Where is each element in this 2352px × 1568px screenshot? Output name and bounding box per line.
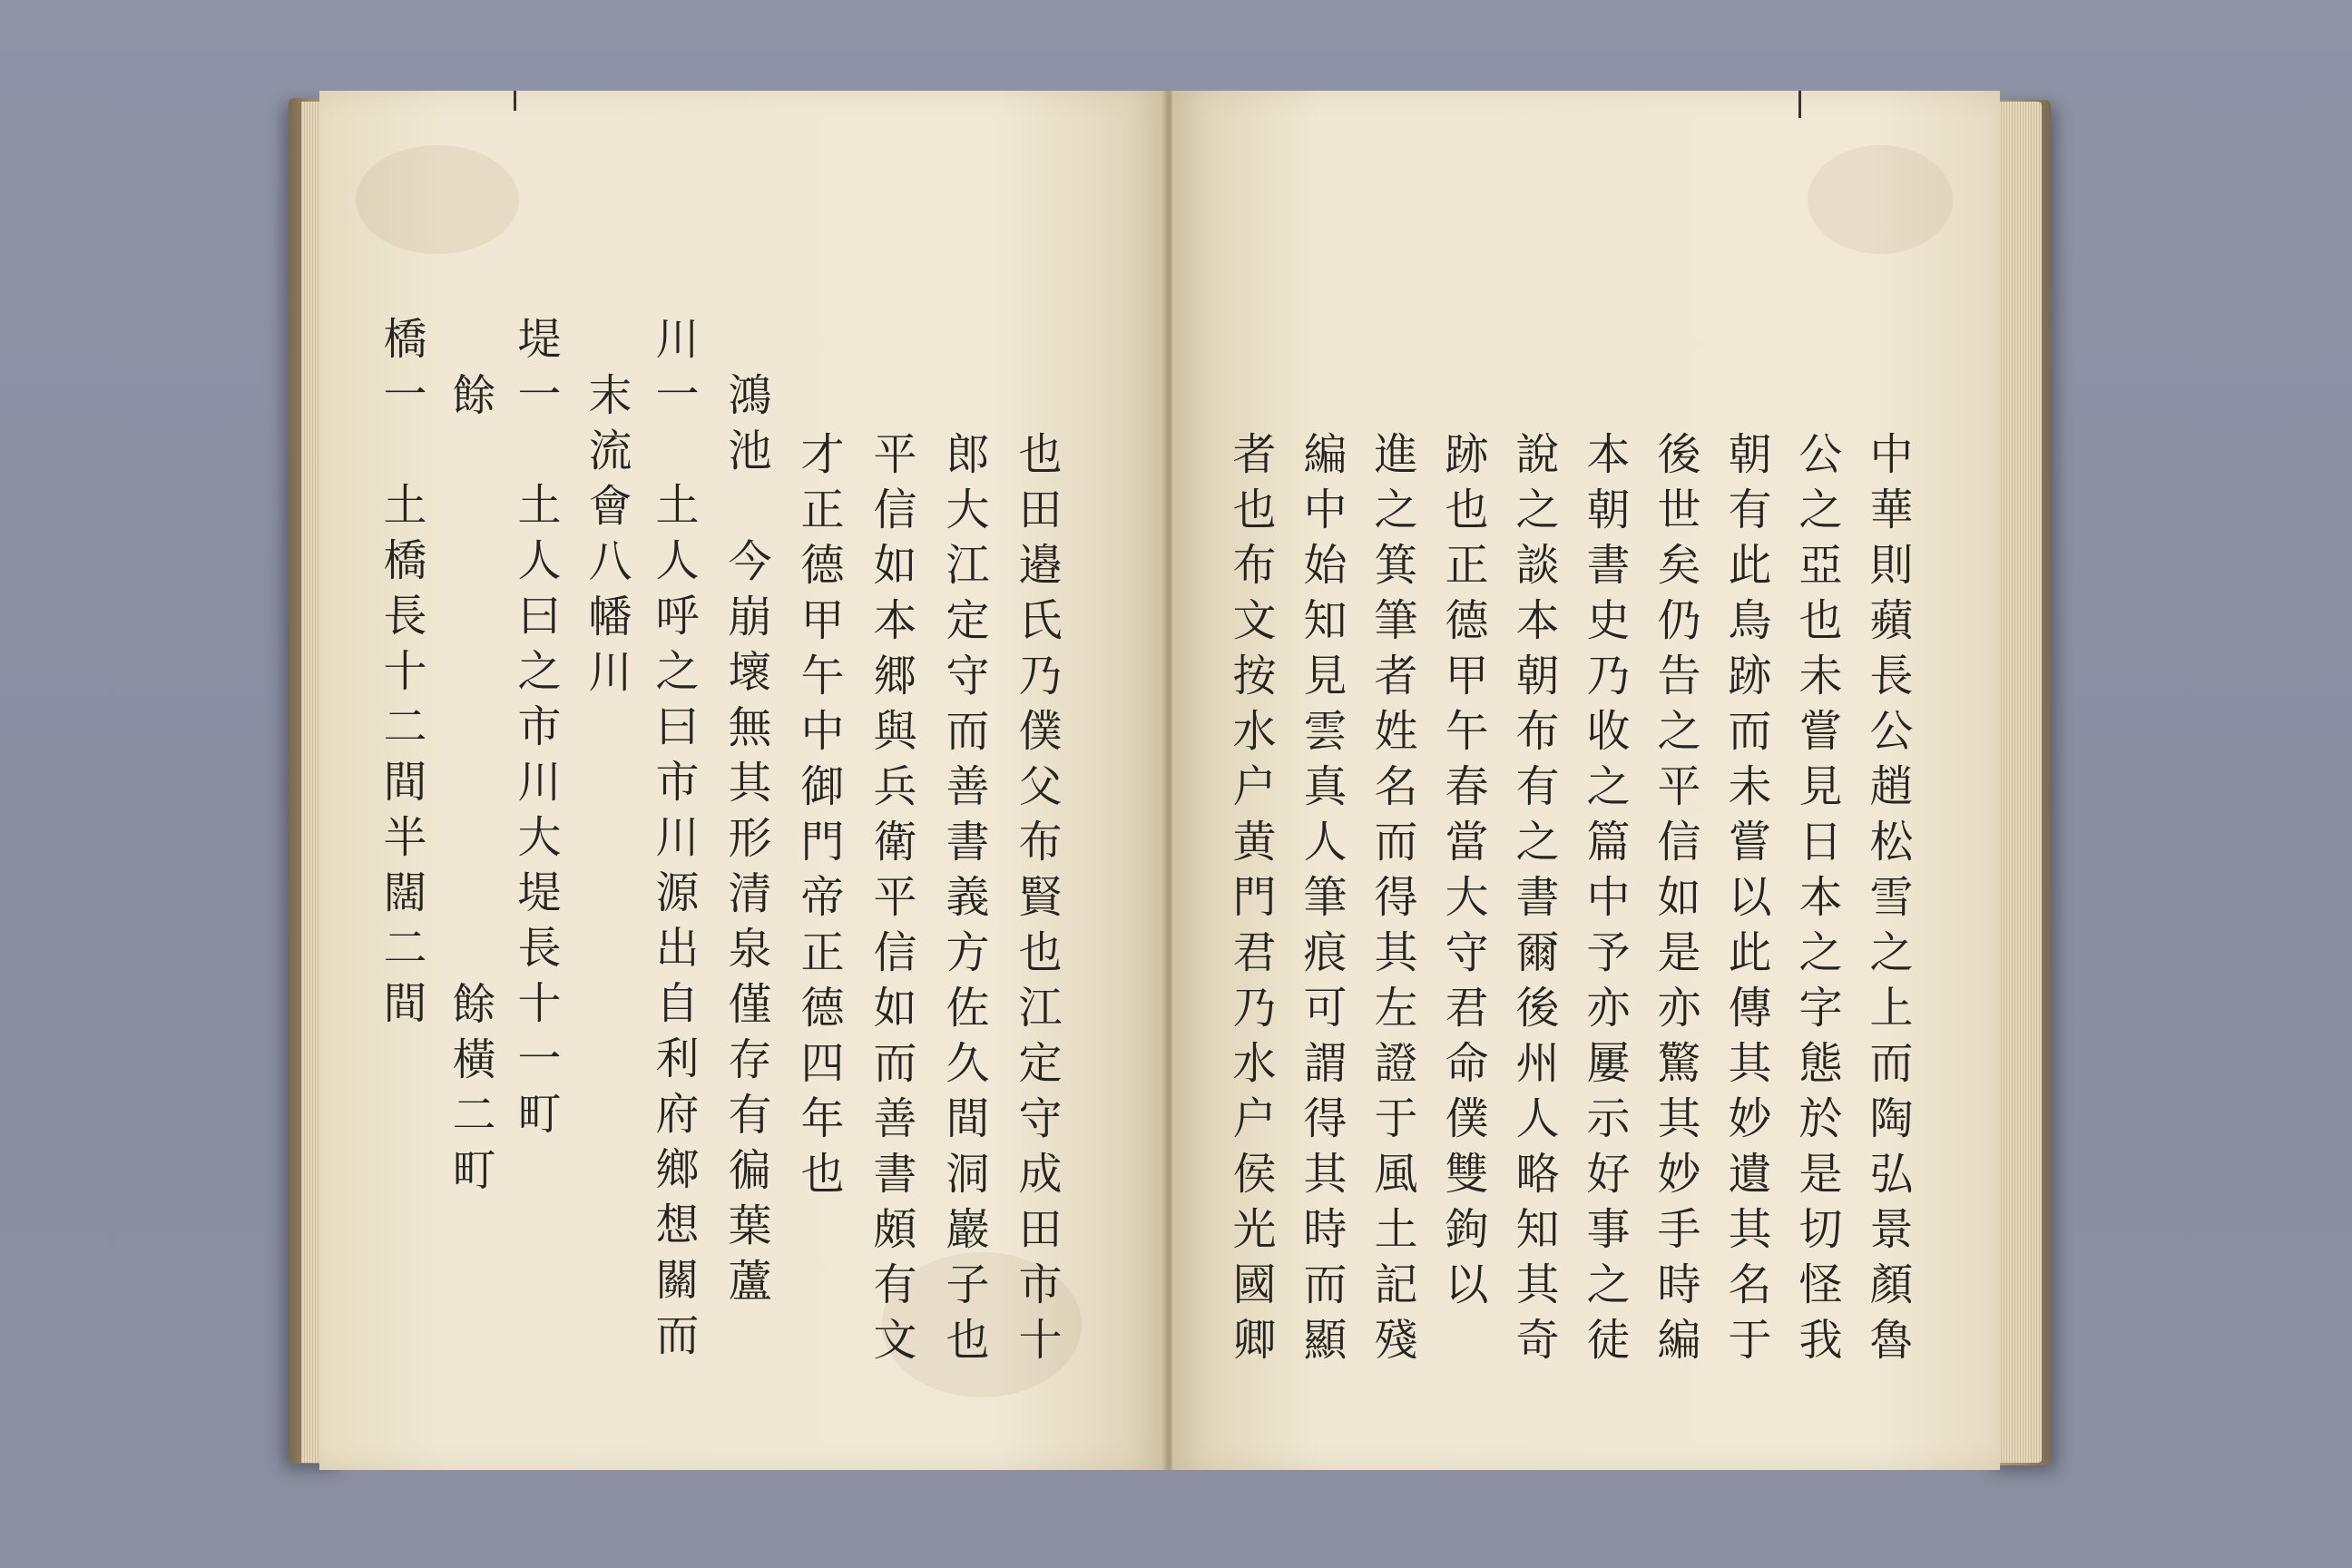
text-column: 也田邉氏乃僕父布賢也江定守成田市十 [1011,431,1062,1372]
text-column: 鴻池 今崩壞無其形清泉僅存有徧葉蘆 [720,372,771,1313]
text-column: 公之亞也未嘗見日本之字態於是切怪我 [1791,431,1842,1372]
page-edges-right [1996,102,2042,1463]
page-nick-mark [514,91,516,111]
text-column: 餘 餘橫二町 [445,372,495,1202]
text-column: 進之箕筆者姓名而得其左證于風土記殘 [1367,431,1417,1372]
left-page [319,91,1165,1470]
paper-stain [1808,145,1953,254]
right-page [1172,91,2000,1470]
text-column: 才正德甲午中御門帝正德四年也 [793,431,844,1206]
bleed-through-text [374,254,426,305]
text-column: 橋一 土橋長十二間半闊二間 [376,316,426,1035]
text-column: 中華則蘋長公趙松雪之上而陶弘景顏魯 [1862,431,1913,1372]
text-column: 者也布文按水户黄門君乃水户侯光國卿 [1225,431,1276,1372]
text-column: 編中始知見雲真人筆痕可謂得其時而顯 [1296,431,1347,1372]
page-nick-mark [1798,91,1801,118]
text-column: 跡也正德甲午春當大守君命僕雙鉤以 [1437,431,1488,1317]
text-column: 朝有此鳥跡而未嘗以此傳其妙遺其名于 [1720,431,1771,1372]
text-column: 本朝書史乃收之篇中予亦屢示好事之徒 [1579,431,1630,1372]
text-column: 郎大江定守而善書義方佐久間洞巖子也 [938,431,989,1372]
text-column: 說之談本朝布有之書爾後州人略知其奇 [1508,431,1559,1372]
paper-stain [356,145,519,254]
text-column: 末流會八幡川 [581,372,632,704]
text-column: 川一 土人呼之曰市川源出自利府鄉想關而 [648,316,699,1367]
text-column: 平信如本郷與兵衛平信如而善書頗有文 [866,431,916,1372]
text-column: 後世矣仍告之平信如是亦驚其妙手時編 [1650,431,1700,1372]
text-column: 堤一 土人曰之市川大堤長十一町 [510,316,561,1146]
